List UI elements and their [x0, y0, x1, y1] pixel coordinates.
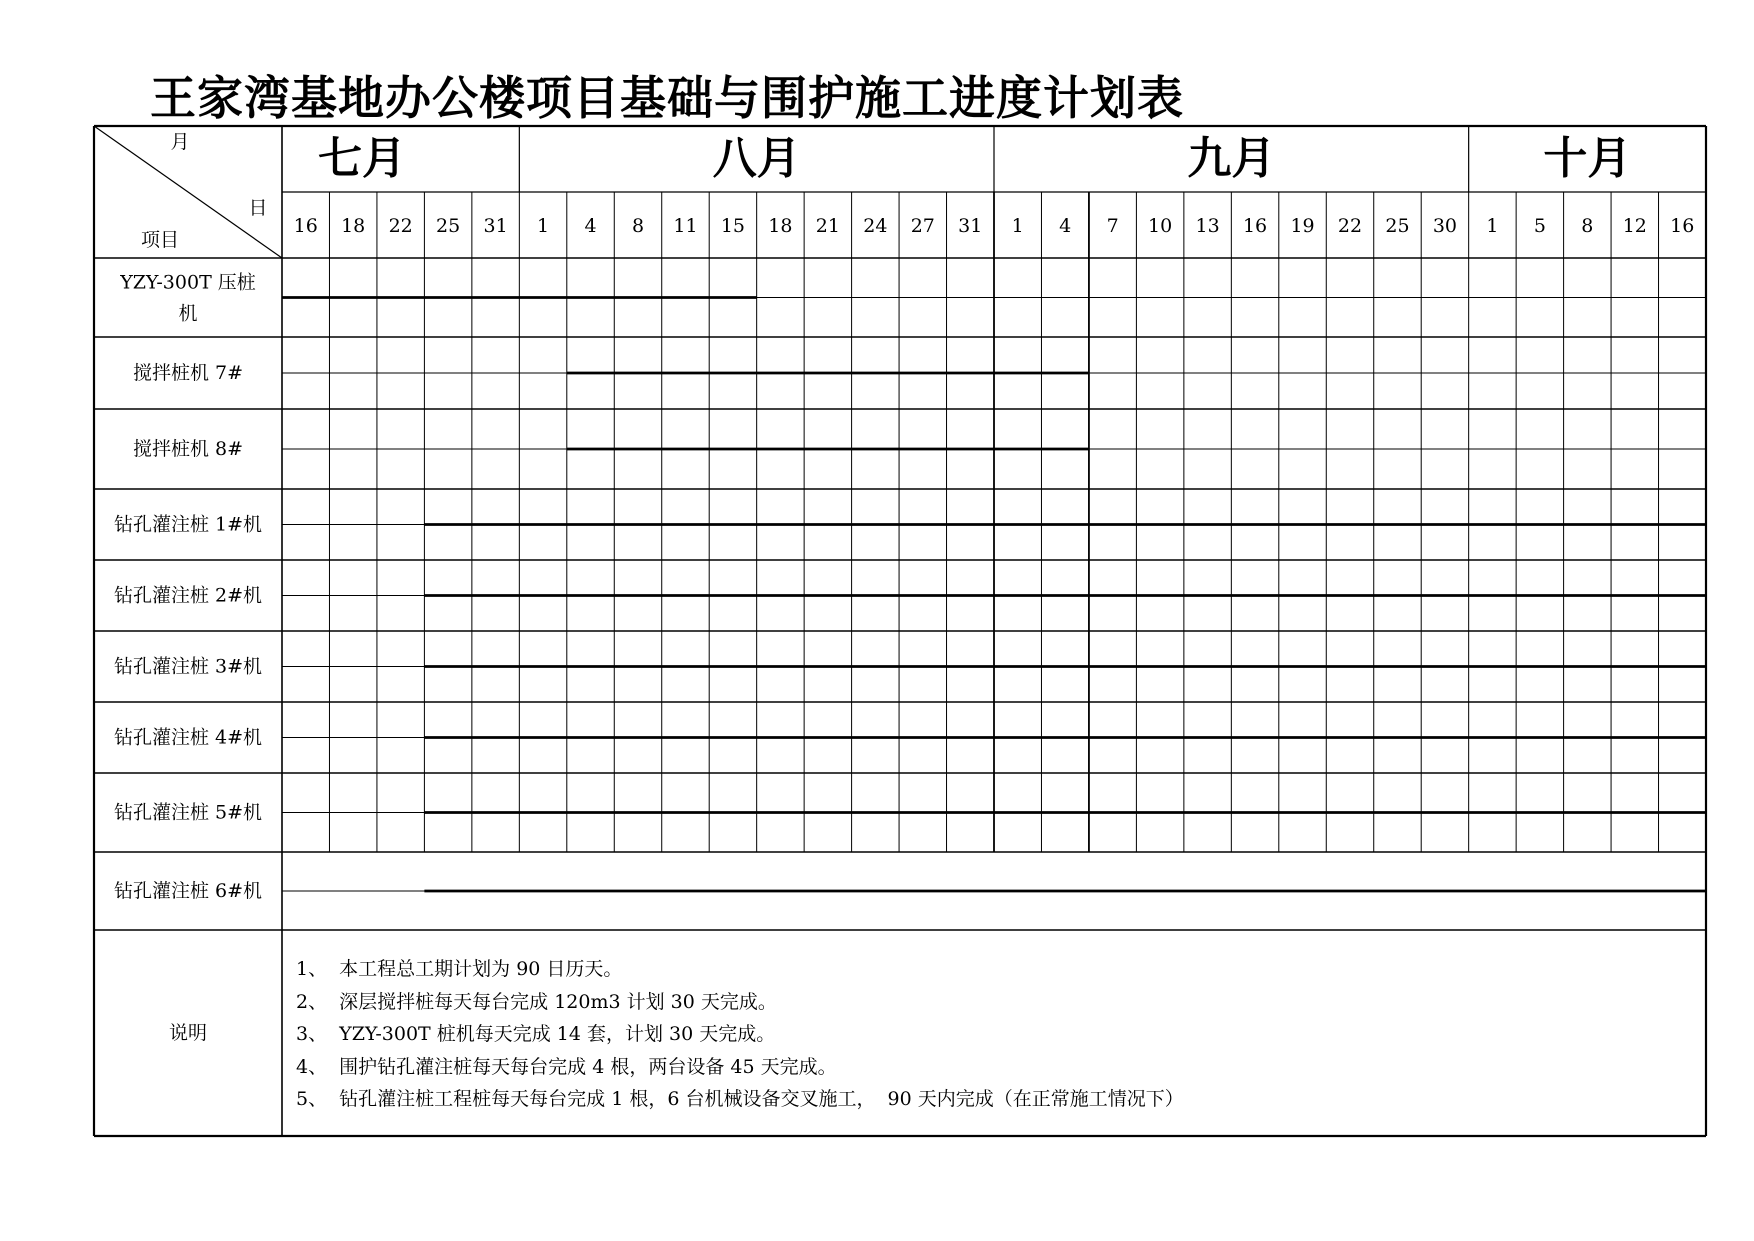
note-item: 1、 本工程总工期计划为 90 日历天。: [296, 958, 623, 980]
day-label: 8: [1581, 215, 1594, 237]
month-label: 七月: [318, 133, 406, 184]
day-label: 16: [1242, 215, 1268, 237]
day-label: 7: [1106, 215, 1119, 237]
day-label: 1: [537, 215, 550, 237]
row-label: 钻孔灌注桩 1#机: [113, 513, 263, 536]
day-label: 27: [910, 215, 935, 237]
month-label: 九月: [1187, 133, 1276, 184]
day-label: 11: [673, 215, 698, 237]
day-label: 18: [341, 215, 366, 237]
row-label: 钻孔灌注桩 5#机: [113, 801, 263, 824]
note-item: 3、 YZY-300T 桩机每天完成 14 套，计划 30 天完成。: [296, 1023, 776, 1045]
row-label: YZY-300T 压桩: [120, 271, 256, 294]
notes-list: [296, 953, 1184, 1116]
row-label: 钻孔灌注桩 3#机: [113, 655, 263, 678]
day-label: 24: [863, 215, 888, 237]
row-label: 钻孔灌注桩 2#机: [113, 584, 263, 607]
row-label: 钻孔灌注桩 6#机: [113, 880, 263, 902]
day-label: 16: [1670, 215, 1695, 237]
day-label: 19: [1290, 215, 1315, 237]
day-label: 15: [720, 215, 746, 237]
day-label: 22: [1337, 215, 1363, 237]
day-label: 31: [958, 215, 983, 237]
day-label: 1: [1011, 215, 1024, 237]
row-label: 钻孔灌注桩 4#机: [113, 726, 263, 749]
corner-item-label: 项目: [140, 229, 180, 251]
row-label: 机: [178, 302, 198, 325]
day-label: 5: [1533, 215, 1546, 237]
day-label: 4: [1059, 215, 1072, 237]
note-item: 5、 钻孔灌注桩工程桩每天每台完成 1 根，6 台机械设备交叉施工， 90 天内完成（在正常施工情况下）: [296, 1088, 1184, 1110]
note-item: 4、 围护钻孔灌注桩每天每台完成 4 根，两台设备 45 天完成。: [296, 1055, 837, 1078]
month-label: 八月: [712, 133, 801, 184]
note-item: 2、 深层搅拌桩每天每台完成 120m3 计划 30 天完成。: [296, 990, 777, 1013]
month-label: 十月: [1543, 133, 1632, 184]
day-label: 8: [631, 215, 645, 237]
day-label: 25: [1385, 215, 1410, 237]
corner-month-label: 月: [170, 131, 190, 153]
row-label: 搅拌桩机 8#: [132, 438, 244, 460]
day-label: 12: [1622, 215, 1647, 237]
document-title: 王家湾基地办公楼项目基础与围护施工进度计划表: [150, 71, 1184, 125]
day-label: 30: [1432, 215, 1458, 237]
day-label: 10: [1148, 215, 1173, 237]
day-label: 13: [1195, 215, 1220, 237]
day-label: 4: [584, 215, 597, 237]
corner-day-label: 日: [248, 197, 268, 219]
notes-label: 说明: [168, 1022, 208, 1044]
day-label: 22: [388, 215, 413, 237]
day-label: 16: [293, 215, 318, 237]
day-label: 1: [1486, 215, 1499, 237]
day-label: 25: [436, 215, 461, 237]
row-label: 搅拌桩机 7#: [132, 362, 244, 384]
day-label: 31: [483, 215, 508, 237]
day-label: 18: [768, 215, 793, 237]
day-label: 21: [815, 215, 840, 237]
